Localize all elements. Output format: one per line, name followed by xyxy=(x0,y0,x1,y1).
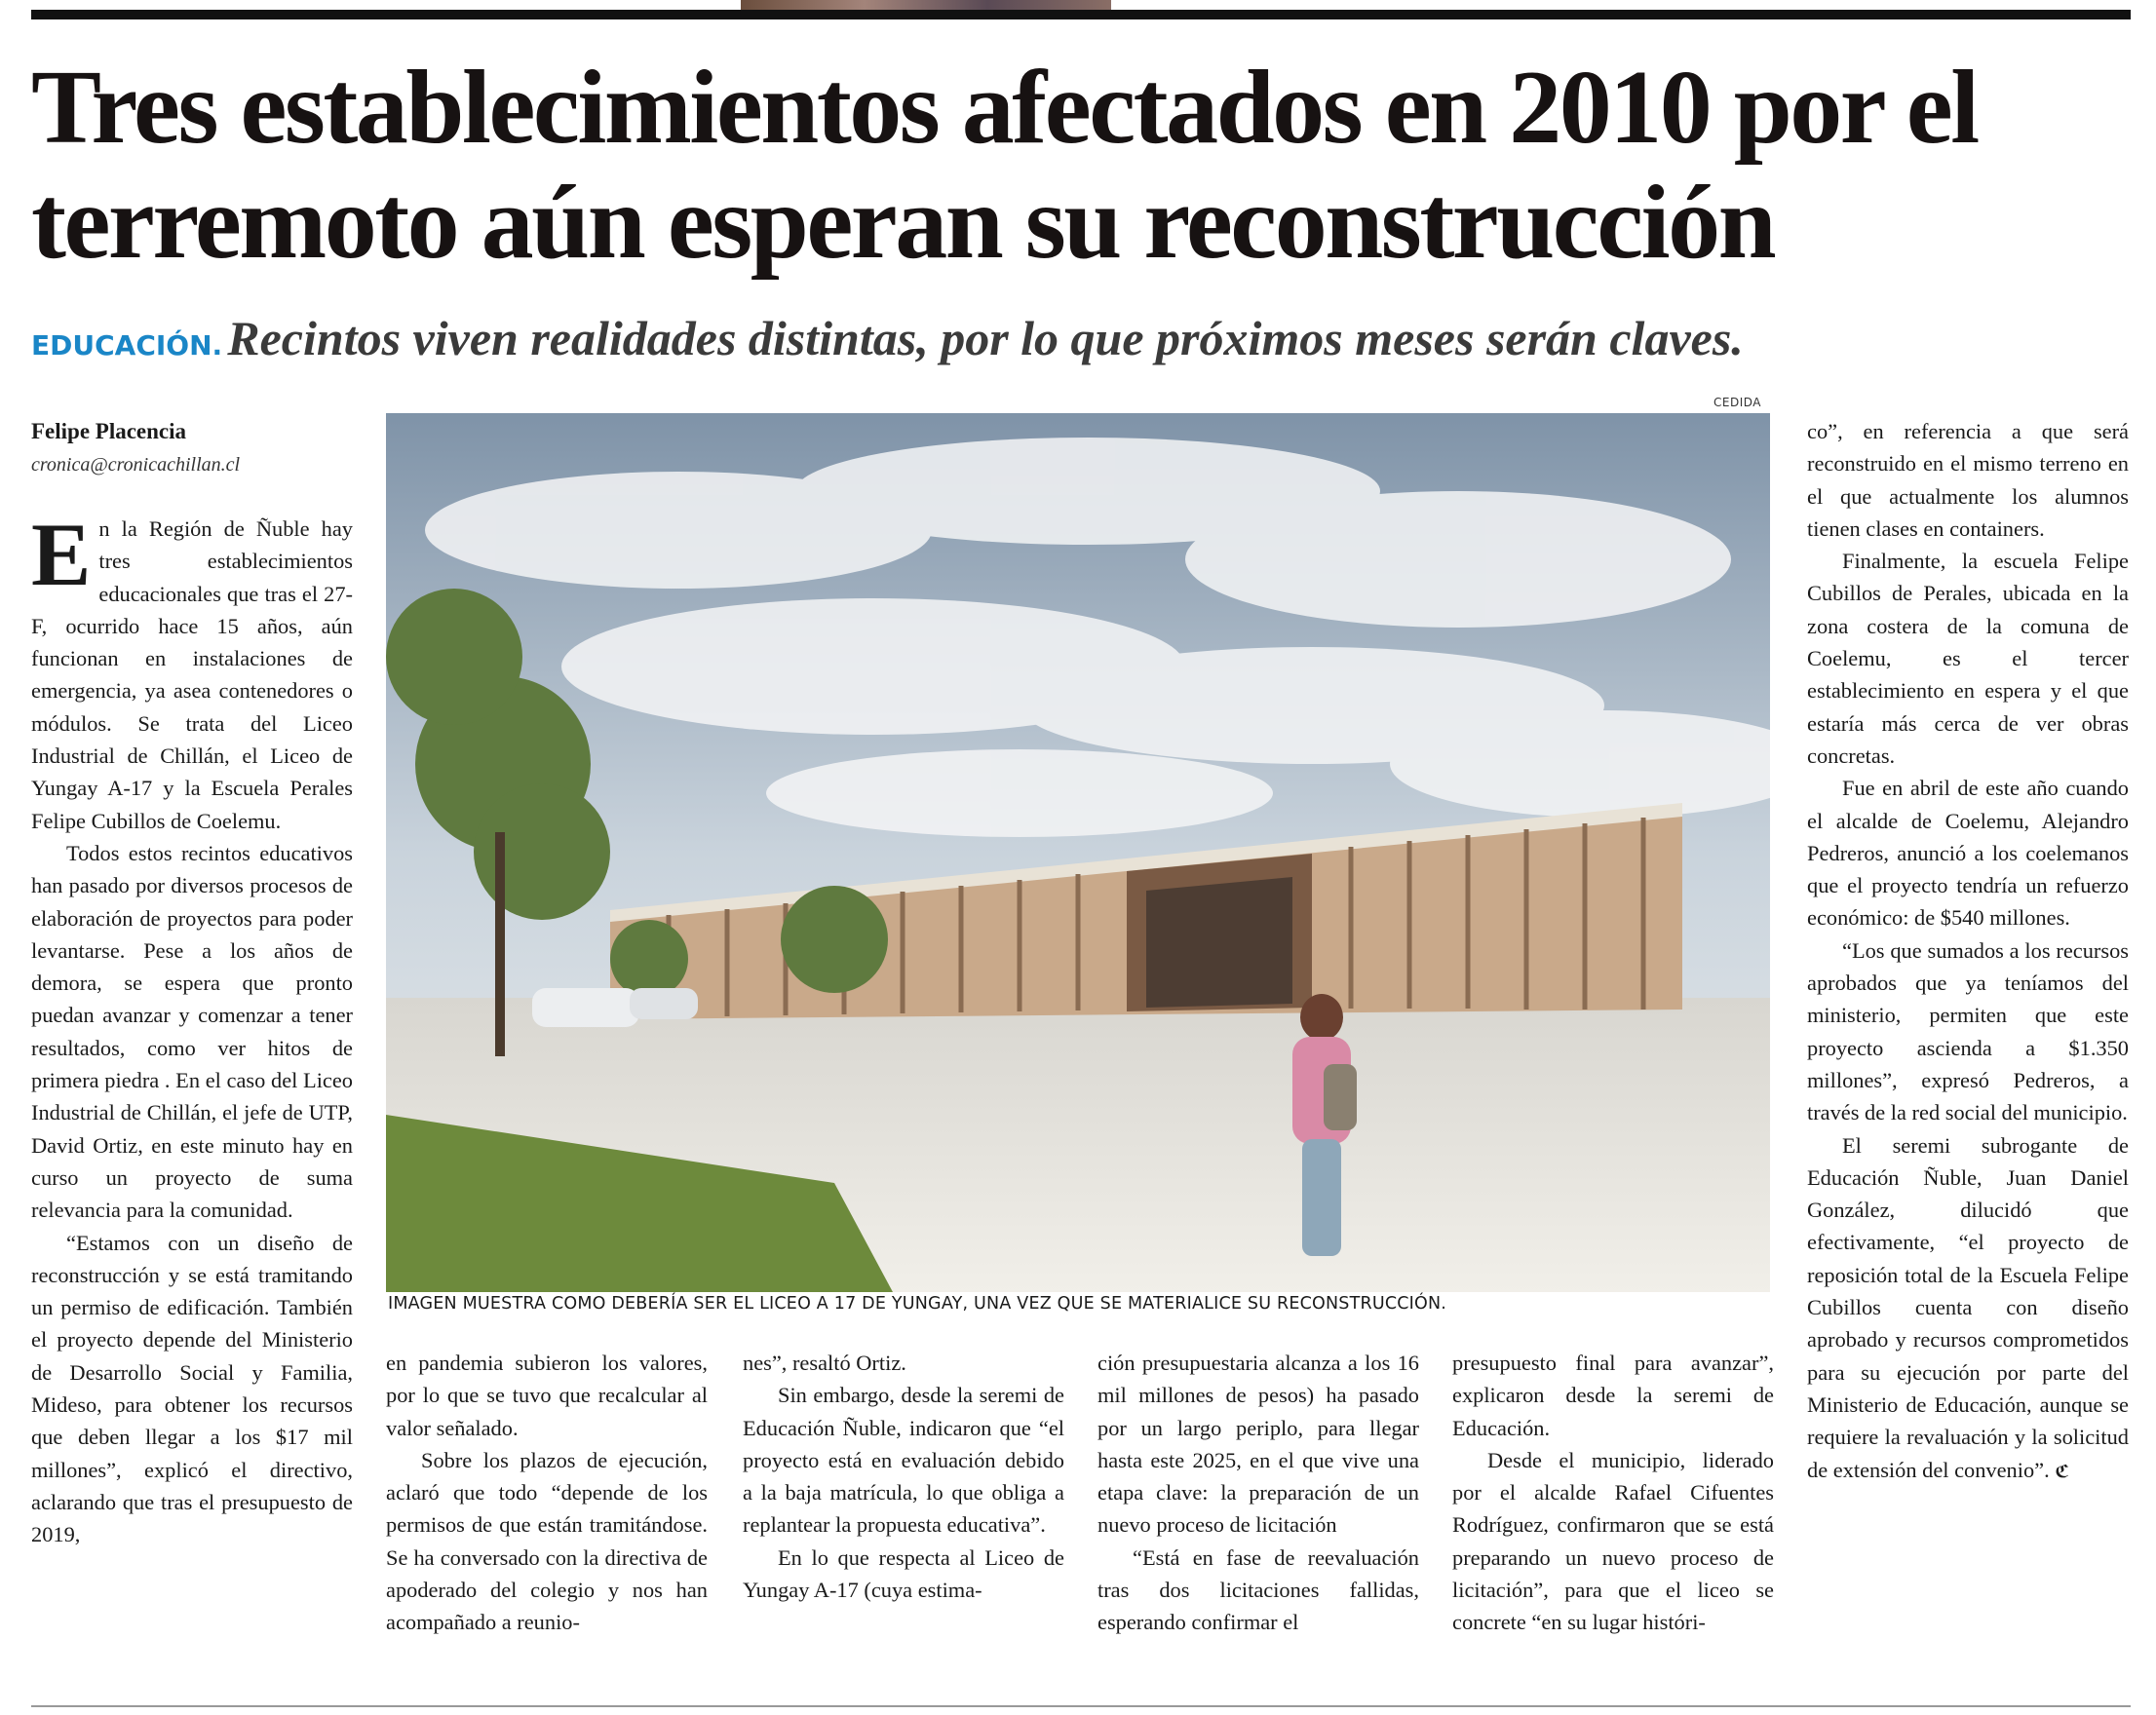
article-column-1 xyxy=(31,505,353,1551)
deck xyxy=(31,310,2127,366)
article-column-2 xyxy=(386,1347,708,1639)
paragraph: “Estamos con un diseño de reconstrucción y se está tramitando un permiso de edificación. También el proyecto depende del Ministerio de Desarrollo Social y Familia, Mideso, para obtener los recursos que deben llegar a los $17 mil millones”, explicó el directivo, aclarando que tras el presupuesto de 2019, xyxy=(31,1230,353,1547)
photo-credit: CEDIDA xyxy=(1713,396,1761,409)
article-column-4 xyxy=(1097,1347,1419,1639)
photo-caption: IMAGEN MUESTRA COMO DEBERÍA SER EL LICEO A 17 DE YUNGAY, UNA VEZ QUE SE MATERIALICE SU RECONSTRUCCIÓN. xyxy=(388,1294,1447,1314)
article-column-3 xyxy=(743,1347,1064,1606)
paragraph: presupuesto final para avanzar”, explicaron desde la seremi de Educación. xyxy=(1452,1351,1774,1440)
article-column-6 xyxy=(1807,415,2129,1488)
paragraph: co”, en referencia a que será reconstruido en el mismo terreno en el que actualmente los alumnos tienen clases en containers. xyxy=(1807,419,2129,541)
paragraph: en pandemia subieron los valores, por lo que se tuvo que recalcular al valor señalado. xyxy=(386,1351,708,1440)
end-of-article-mark: ℭ xyxy=(2055,1461,2070,1482)
byline-author: Felipe Placencia xyxy=(31,419,187,443)
top-rule xyxy=(31,10,2131,19)
paragraph: “Los que sumados a los recursos aprobados que ya teníamos del ministerio, permiten que este proyecto ascienda a $1.350 millones”, expresó Pedreros, a través de la red social del municipio. xyxy=(1807,937,2129,1125)
drop-cap: E xyxy=(31,505,92,604)
paragraph: Sobre los plazos de ejecución, aclaró que todo “depende de los permisos de que están tramitándose. Se ha conversado con la directiva de apoderado del colegio y nos han acompañado a reunio- xyxy=(386,1447,708,1635)
bottom-rule xyxy=(31,1705,2131,1707)
paragraph: Desde el municipio, liderado por el alcalde Rafael Cifuentes Rodríguez, confirmaron que se está preparando un nuevo proceso de licitación”, para que el liceo se concrete “en su lugar históri- xyxy=(1452,1447,1774,1635)
headline: Tres establecimientos afectados en 2010 por el terremoto aún esperan su reconstrucción xyxy=(31,50,1978,281)
paragraph: Fue en abril de este año cuando el alcalde de Coelemu, Alejandro Pedreros, anunció a los coelemanos que el proyecto tendría un refuerzo económico: de $540 millones. xyxy=(1807,776,2129,931)
deck-text: Recintos viven realidades distintas, por lo que próximos meses serán claves. xyxy=(227,311,1744,365)
rendering-illustration xyxy=(386,413,1770,1292)
paragraph: En la Región de Ñuble hay tres establecimientos educacionales que tras el 27-F, ocurrido hace 15 años, aún funcionan en instalaciones de emergencia, ya asea contenedores o módulos. Se trata del Liceo Industrial de Chillán, el Liceo de Yungay A-17 y la Escuela Perales Felipe Cubillos de Coelemu. xyxy=(31,505,353,833)
paragraph: En lo que respecta al Liceo de Yungay A-17 (cuya estima- xyxy=(743,1544,1064,1603)
paragraph: ción presupuestaria alcanza a los 16 mil millones de pesos) ha pasado por un largo periplo, para llegar hasta este 2025, en el que vive una etapa clave: la preparación de un nuevo proceso de licitación xyxy=(1097,1351,1419,1538)
section-tag: EDUCACIÓN. xyxy=(31,329,223,362)
previous-article-photo-edge xyxy=(741,0,1111,10)
school-rendering-photo xyxy=(386,413,1770,1292)
paragraph: Todos estos recintos educativos han pasado por diversos procesos de elaboración de proyectos para poder levantarse. Pese a los años de demora, se espera que pronto puedan avanzar y comenzar a tener resultados, como ver hitos de primera piedra . En el caso del Liceo Industrial de Chillán, el jefe de UTP, David Ortiz, en este minuto hay en curso un proyecto de suma relevancia para la comunidad. xyxy=(31,840,353,1223)
paragraph: Finalmente, la escuela Felipe Cubillos de Perales, ubicada en la zona costera de la comuna de Coelemu, es el tercer establecimiento en espera y el que estaría más cerca de ver obras concretas. xyxy=(1807,549,2129,768)
paragraph: nes”, resaltó Ortiz. xyxy=(743,1351,906,1375)
paragraph: “Está en fase de reevaluación tras dos licitaciones fallidas, esperando confirmar el xyxy=(1097,1544,1419,1635)
byline-email: cronica@cronicachillan.cl xyxy=(31,454,241,476)
paragraph: El seremi subrogante de Educación Ñuble, Juan Daniel González, dilucidó que efectivamente, “el proyecto de reposición total de la Escuela Felipe Cubillos cuenta con diseño aprobado y recursos comprometidos para su ejecución por parte del Ministerio de Educación, aunque se requiere la revaluación y la solicitud de extensión del convenio”. ℭ xyxy=(1807,1132,2129,1482)
paragraph: Sin embargo, desde la seremi de Educación Ñuble, indicaron que “el proyecto está en evaluación debido a la baja matrícula, lo que obliga a replantear la propuesta educativa”. xyxy=(743,1383,1064,1538)
article-column-5 xyxy=(1452,1347,1774,1639)
